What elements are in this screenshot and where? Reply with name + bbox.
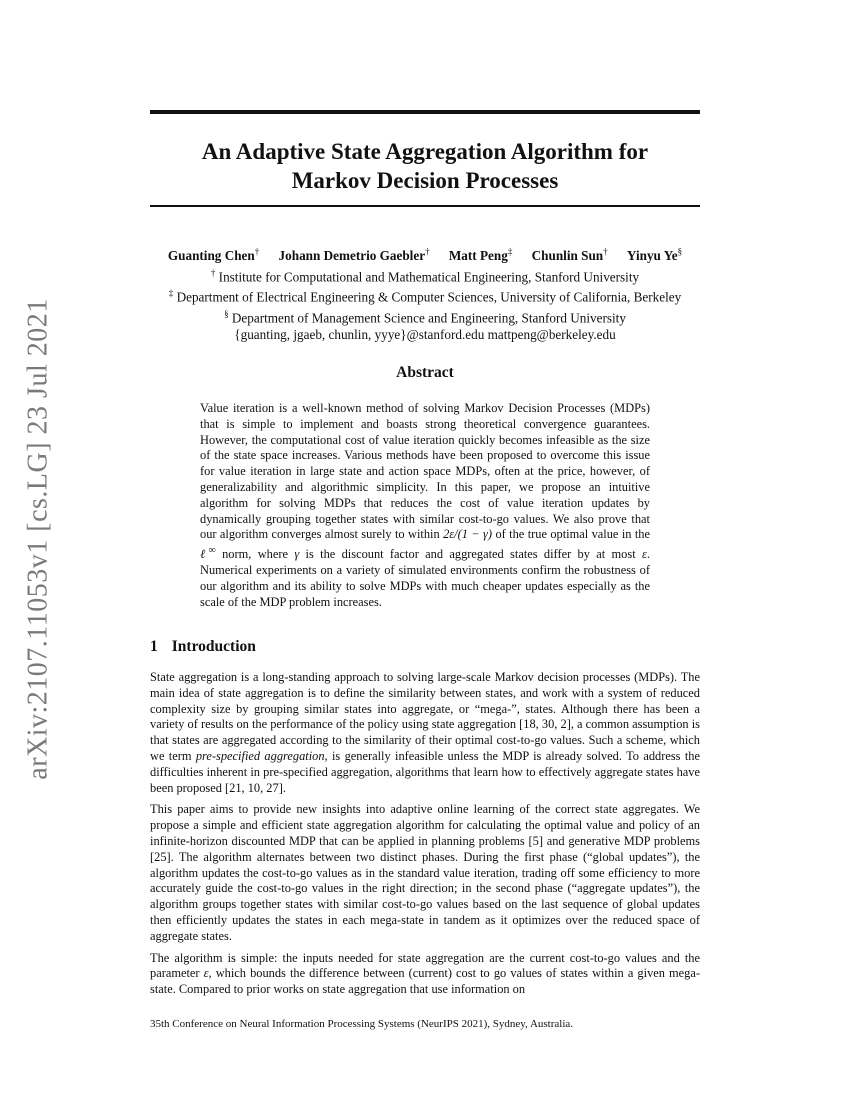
- math-bound: 2ε/(1 − γ): [443, 527, 493, 542]
- affiliation: † Institute for Computational and Mathematical Engineering, Stanford University: [210, 267, 640, 285]
- arxiv-stamp: [18, 298, 60, 780]
- author-list: [150, 244, 700, 265]
- emphasis: pre-specified aggregation: [195, 748, 325, 763]
- author-block: [150, 244, 700, 343]
- math-epsilon: ε: [203, 966, 209, 981]
- author: Matt Peng‡: [448, 247, 513, 264]
- paragraph: This paper aims to provide new insights into adaptive online learning of the correct state aggregates. We propose a simple and efficient state aggregation algorithm for calculating the optimal value and policy of an infinite-horizon discounted MDP that can be applied in planning problems [5] and generative MDP problems [25]. The algorithm alternates between two distinct phases. During the first phase (“global updates”), the algorithm updates the cost-to-go values as in the standard value iteration, trading off some efficiency to more accurately guide the cost-to-go values in the right direction; in the second phase (“aggregate updates”), the algorithm groups together states with similar cost-to-go values based on the last sequence of global updates then efficiently updates the states in each mega-state in tandem as it optimizes over the reduced space of aggregate states.: [150, 802, 700, 943]
- abstract-text: Value iteration is a well-known method of solving Markov Decision Processes (MDPs) that is simple to implement and boasts strong theoretical convergence guarantees. However, the computational cost of value iteration quickly becomes infeasible as the size of the state space increases. Various methods have been proposed to overcome this issue for value iteration in large state and action space MDPs, often at the price, however, of generalizability and algorithmic simplicity. In this paper, we propose an intuitive algorithm for solving MDPs that reduces the cost of value iteration updates by dynamically grouping together states with similar cost-to-go values. We also prove that our algorithm converges almost surely to within 2ε/(1 − γ) of the true optimal value in the ℓ∞ norm, where γ is the discount factor and aggregated states differ by at most ε. Numerical experiments on a variety of simulated environments confirm the robustness of our algorithm and its ability to solve MDPs with much cheaper updates especially as the scale of the MDP problem increases.: [200, 401, 650, 609]
- affiliation: ‡ Department of Electrical Engineering & Computer Sciences, University of California, Berkeley: [168, 288, 682, 305]
- author: Guanting Chen†: [167, 247, 260, 264]
- math-gamma: γ: [294, 547, 300, 562]
- author: Chunlin Sun†: [531, 247, 608, 264]
- paper-title: [150, 137, 700, 195]
- conference-footnote: 35th Conference on Neural Information Processing Systems (NeurIPS 2021), Sydney, Australia.: [150, 1018, 574, 1030]
- author: Yinyu Ye§: [626, 247, 683, 264]
- section-number: 1: [150, 638, 158, 655]
- title-line-1: An Adaptive State Aggregation Algorithm for: [201, 139, 649, 164]
- author-emails: {guanting, jgaeb, chunlin, yyye}@stanford.edu mattpeng@berkeley.edu: [234, 326, 616, 342]
- title-top-rule: [150, 110, 700, 114]
- paragraph: State aggregation is a long-standing approach to solving large-scale Markov decision processes (MDPs). The main idea of state aggregation is to define the similarity between states, and work with a system of reduced complexity size by grouping similar states into aggregate, or “mega-”, states. Although there has been a variety of results on the performance of the policy using state aggregation [18, 30, 2], a common assumption is that states are aggregated according to the similarity of their optimal cost-to-go values. Such a scheme, which we term pre-specified aggregation, is generally infeasible unless the MDP is already solved. To address the difficulties inherent in pre-specified aggregation, algorithms that learn how to effectively aggregate states have been proposed [21, 10, 27].: [150, 670, 700, 795]
- math-ell: ℓ: [200, 547, 209, 562]
- author: Johann Demetrio Gaebler†: [278, 247, 430, 264]
- introduction-body: [150, 670, 700, 1004]
- title-bottom-rule: [150, 205, 700, 207]
- abstract-heading: Abstract: [396, 364, 454, 381]
- title-line-2: Markov Decision Processes: [291, 168, 559, 193]
- math-epsilon: ε: [641, 547, 647, 562]
- section-heading-introduction: [150, 638, 256, 656]
- affiliation: § Department of Management Science and Engineering, Stanford University: [224, 309, 626, 326]
- paragraph: The algorithm is simple: the inputs needed for state aggregation are the current cost-to-go values and the parameter ε, which bounds the difference between (current) cost to go values of states within a given mega-state. Compared to prior works on state aggregation that use information on: [150, 950, 701, 997]
- arxiv-stamp-text: arXiv:2107.11053v1 [cs.LG] 23 Jul 2021: [23, 298, 54, 780]
- section-title: Introduction: [171, 638, 256, 655]
